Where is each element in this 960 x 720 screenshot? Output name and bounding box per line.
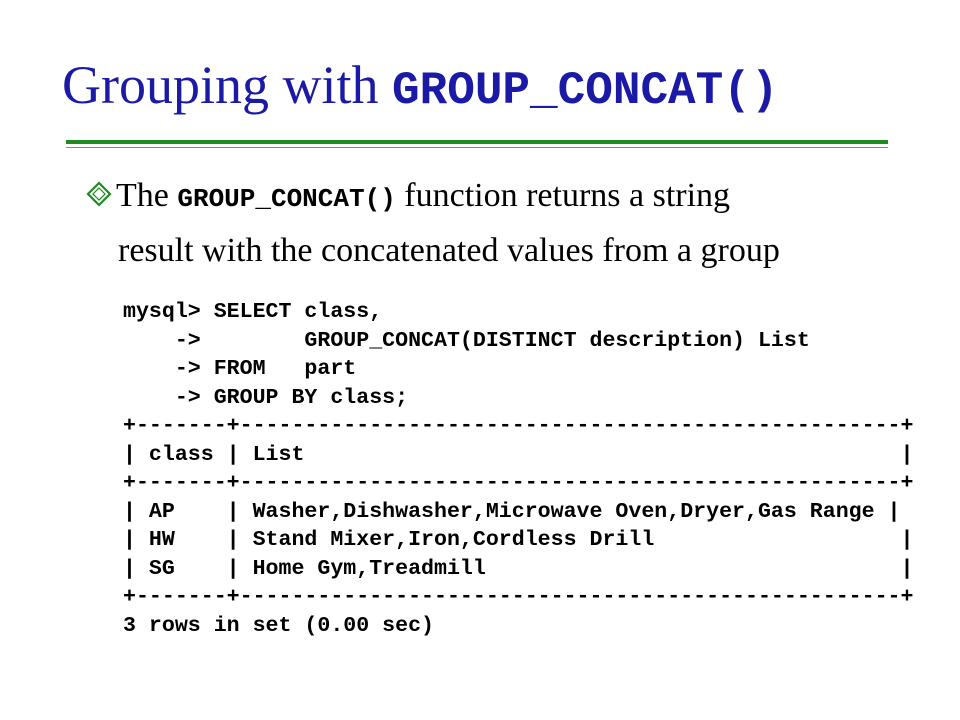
diamond-outline-icon	[86, 171, 116, 223]
bullet-line-1	[86, 170, 906, 225]
console-line: -> GROUP BY class;	[123, 385, 409, 410]
table-header-row: | class | List |	[123, 442, 914, 467]
console-line: mysql> SELECT class,	[123, 300, 383, 324]
result-summary: 3 rows in set (0.00 sec)	[123, 613, 435, 638]
table-row: | SG | Home Gym,Treadmill |	[123, 556, 914, 581]
mysql-console-output	[123, 298, 913, 640]
table-border: +-------+---------------------------------------------------+	[123, 414, 914, 438]
slide-title-text: Grouping with	[62, 55, 392, 115]
console-line: -> GROUP_CONCAT(DISTINCT description) List	[123, 328, 810, 353]
slide-title-code: GROUP_CONCAT()	[392, 65, 779, 117]
bullet-rest: function returns a string	[395, 177, 731, 214]
table-row: | HW | Stand Mixer,Iron,Cordless Drill |	[123, 528, 914, 552]
bullet-prefix: The	[116, 177, 178, 214]
table-border: +-------+---------------------------------------------------+	[123, 585, 914, 609]
slide-title	[62, 55, 779, 117]
console-line: -> FROM part	[123, 357, 357, 381]
bullet-code: GROUP_CONCAT()	[177, 184, 396, 214]
table-row: | AP | Washer,Dishwasher,Microwave Oven,Dryer,Gas Range |	[123, 499, 901, 524]
title-underline	[66, 140, 888, 144]
table-border: +-------+---------------------------------------------------+	[123, 471, 914, 495]
bullet-line-2: result with the concatenated values from a group	[118, 232, 780, 269]
bullet-point	[86, 170, 906, 277]
title-underline-thin	[66, 147, 888, 148]
diamond-outline-icon-svg	[86, 181, 112, 207]
